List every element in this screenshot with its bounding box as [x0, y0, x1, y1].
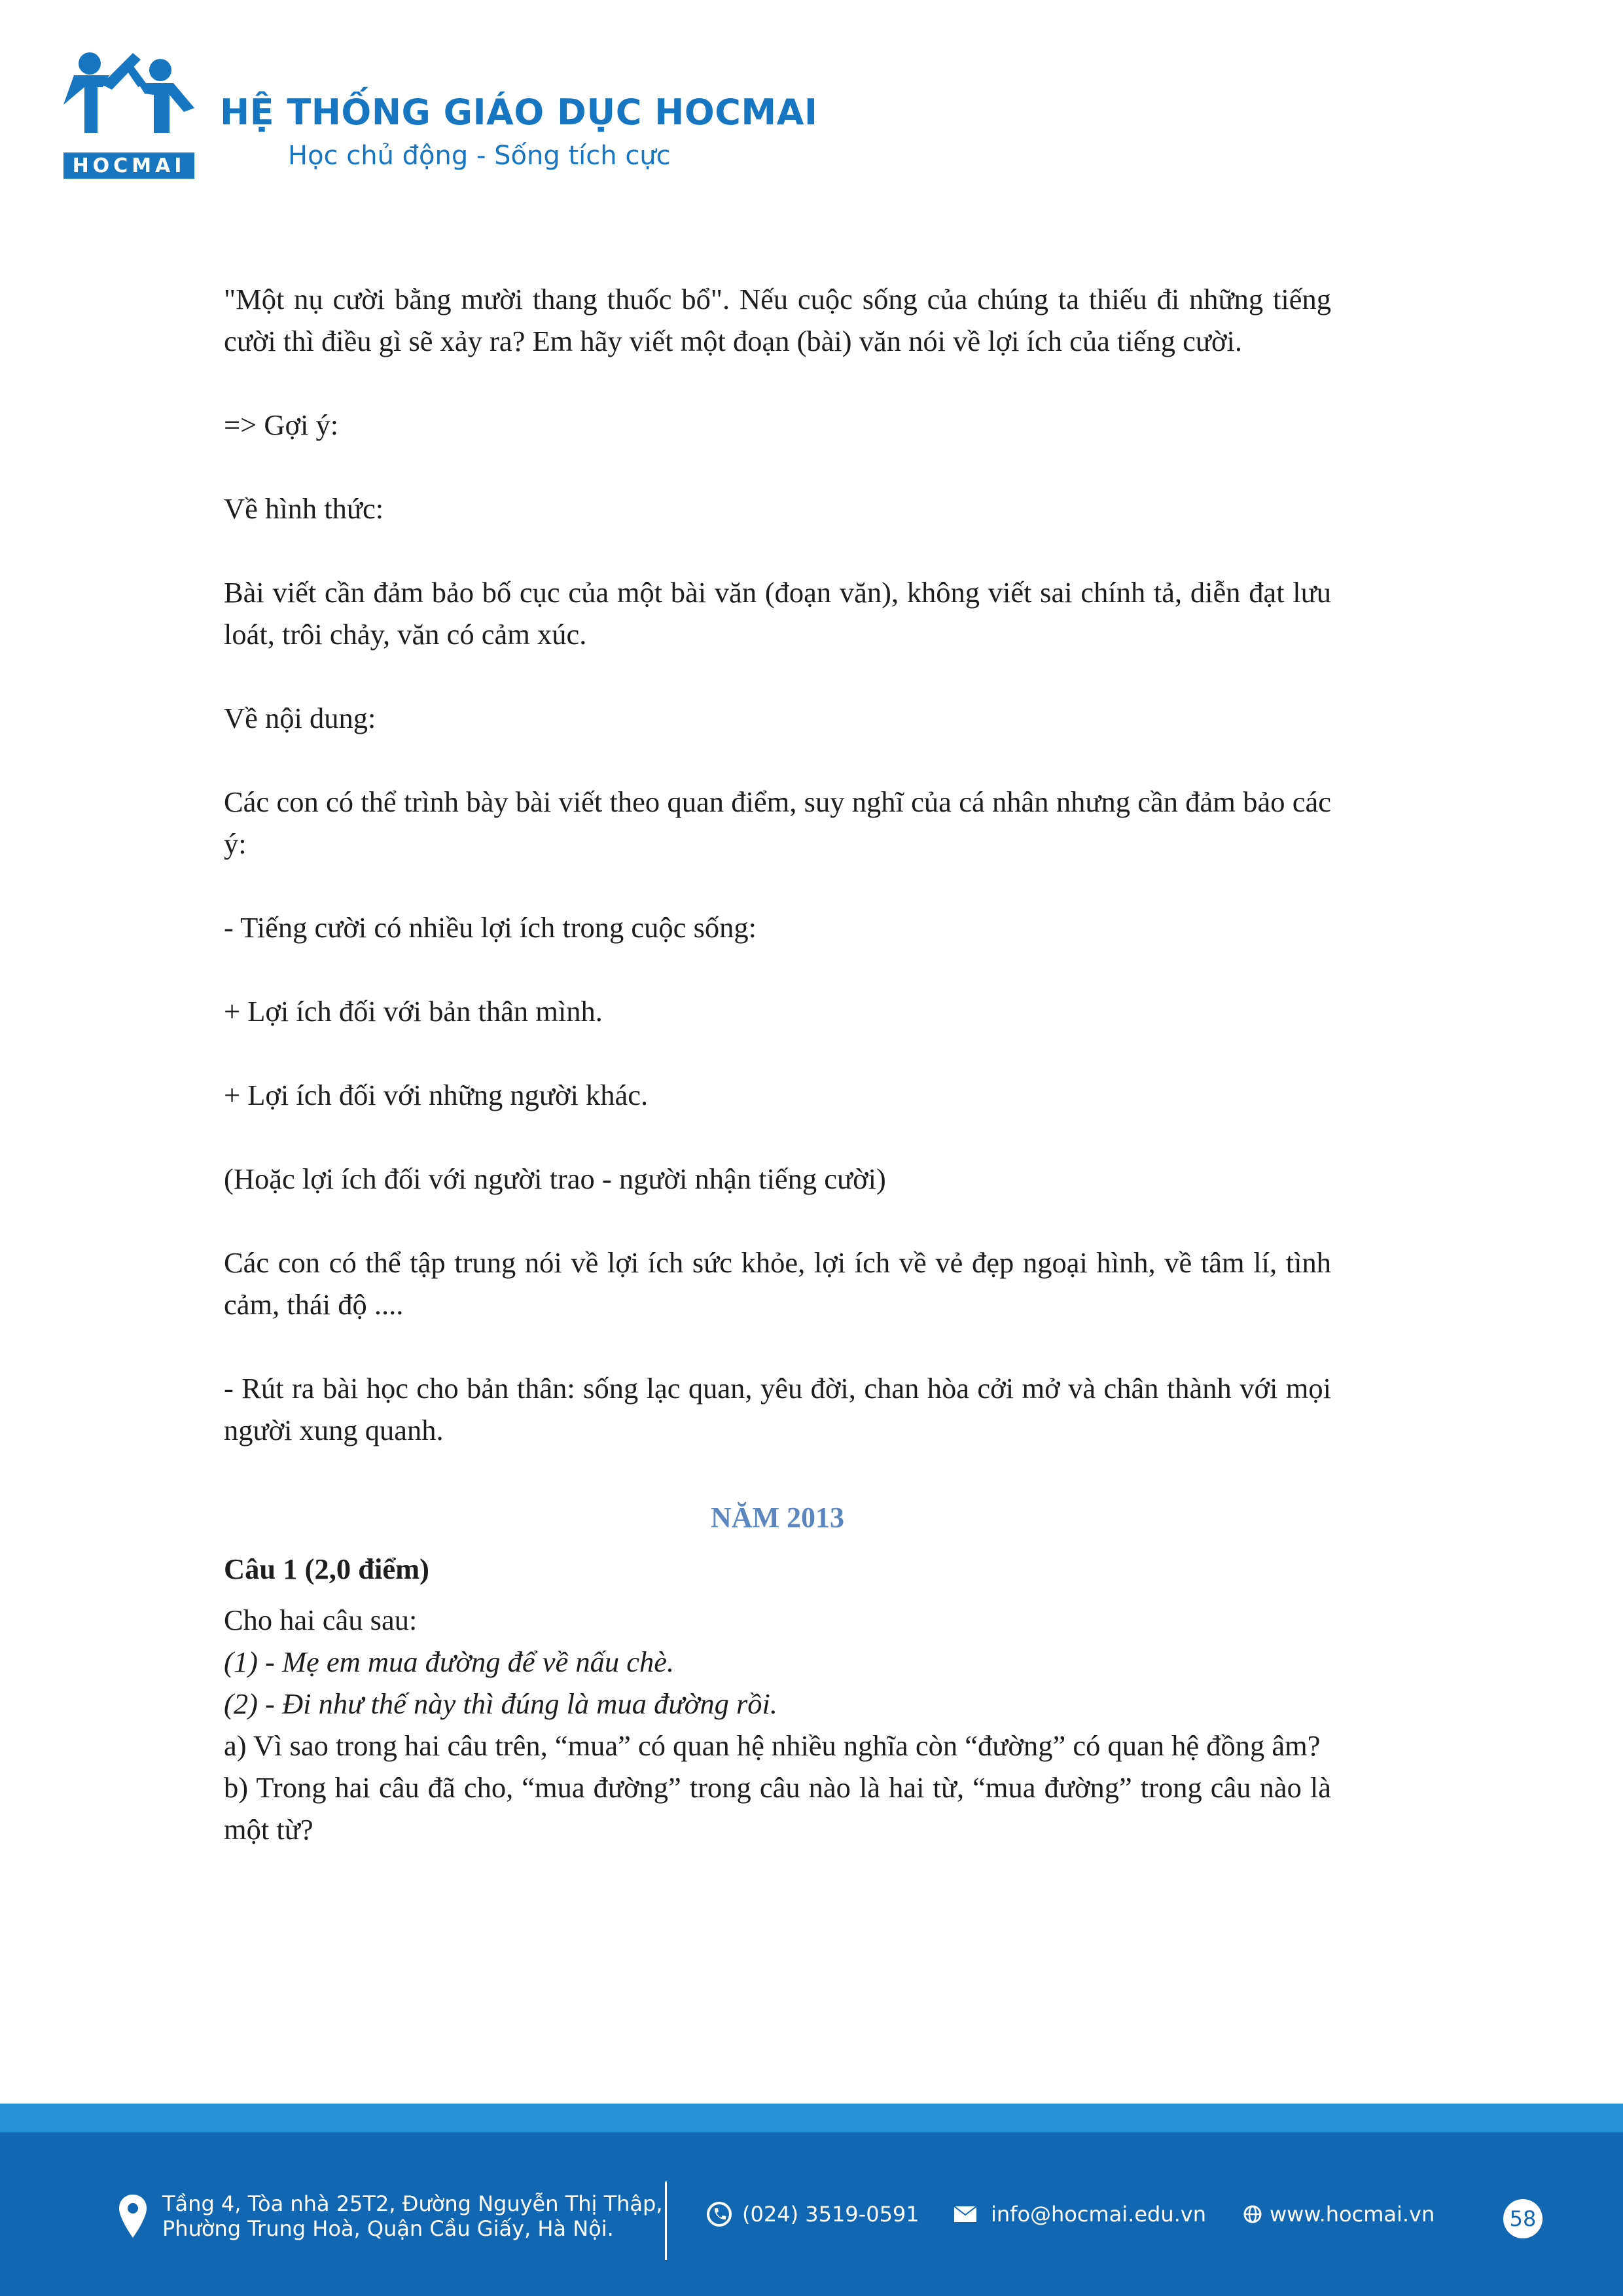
email-address: info@hocmai.edu.vn [991, 2202, 1206, 2227]
hocmai-logo [62, 49, 196, 180]
content-heading: Về nội dung: [224, 702, 376, 734]
point-benefits: - Tiếng cười có nhiều lợi ích trong cuộc sống: [224, 911, 757, 944]
footer-email[interactable] [954, 2202, 1206, 2227]
question-a: a) Vì sao trong hai câu trên, “mua” có quan hệ nhiều nghĩa còn “đường” có quan hệ đồng âm? [224, 1729, 1321, 1762]
footer-stripe [0, 2104, 1623, 2132]
form-heading: Về hình thức: [224, 492, 384, 525]
point-self-benefit: + Lợi ích đối với bản thân mình. [224, 995, 603, 1028]
point-giver-receiver: (Hoặc lợi ích đối với người trao - người nhận tiếng cười) [224, 1162, 886, 1195]
location-pin-icon [118, 2193, 148, 2239]
intro-paragraph: "Một nụ cười bằng mười thang thuốc bổ". Nếu cuộc sống của chúng ta thiếu đi những tiếng cười thì điều gì sẽ xảy ra? Em hãy viết một đoạn (bài) văn nói về lợi ích của tiếng cười. [224, 283, 1331, 357]
mail-icon [954, 2206, 976, 2222]
brand-slogan: Học chủ động - Sống tích cực [288, 141, 671, 171]
section-title: NĂM 2013 [710, 1501, 845, 1534]
phone-icon [707, 2202, 732, 2227]
phone-number: (024) 3519-0591 [742, 2202, 919, 2227]
address-line-1: Tầng 4, Tòa nhà 25T2, Đường Nguyễn Thị Thập, [162, 2191, 663, 2216]
point-focus: Các con có thể tập trung nói về lợi ích sức khỏe, lợi ích về vẻ đẹp ngoại hình, về tâm lí, tình cảm, thái độ .... [224, 1246, 1331, 1321]
page-header [0, 0, 1623, 196]
website-url: www.hocmai.vn [1270, 2202, 1435, 2227]
page-footer [0, 2132, 1623, 2296]
question-intro: Cho hai câu sau: [224, 1604, 418, 1636]
logo-text: HOCMAI [72, 154, 186, 177]
form-paragraph: Bài viết cần đảm bảo bố cục của một bài văn (đoạn văn), không viết sai chính tả, diễn đạt lưu loát, trôi chảy, văn có cảm xúc. [224, 576, 1331, 651]
address-line-2: Phường Trung Hoà, Quận Cầu Giấy, Hà Nội. [162, 2216, 614, 2241]
document-body [224, 278, 1331, 1850]
hint-label: => Gợi ý: [224, 408, 339, 441]
question-title: Câu 1 (2,0 điểm) [224, 1552, 429, 1585]
sentence-2: (2) - Đi như thế này thì đúng là mua đường rồi. [224, 1687, 778, 1720]
point-others-benefit: + Lợi ích đối với những người khác. [224, 1079, 649, 1111]
footer-address [118, 2191, 663, 2241]
point-lesson: - Rút ra bài học cho bản thân: sống lạc quan, yêu đời, chan hòa cởi mở và chân thành với mọi người xung quanh. [224, 1372, 1331, 1446]
brand-title: HỆ THỐNG GIÁO DỤC HOCMAI [220, 92, 818, 133]
page-number: 58 [1503, 2199, 1543, 2238]
footer-divider [665, 2181, 667, 2260]
footer-website[interactable] [1243, 2202, 1435, 2227]
sentence-1: (1) - Mẹ em mua đường để về nấu chè. [224, 1645, 675, 1678]
content-paragraph: Các con có thể trình bày bài viết theo quan điểm, suy nghĩ của cá nhân nhưng cần đảm bảo các ý: [224, 785, 1331, 860]
question-b: b) Trong hai câu đã cho, “mua đường” trong câu nào là hai từ, “mua đường” trong câu nào là một từ? [224, 1771, 1331, 1846]
footer-phone[interactable] [707, 2202, 919, 2227]
globe-icon [1243, 2205, 1262, 2223]
